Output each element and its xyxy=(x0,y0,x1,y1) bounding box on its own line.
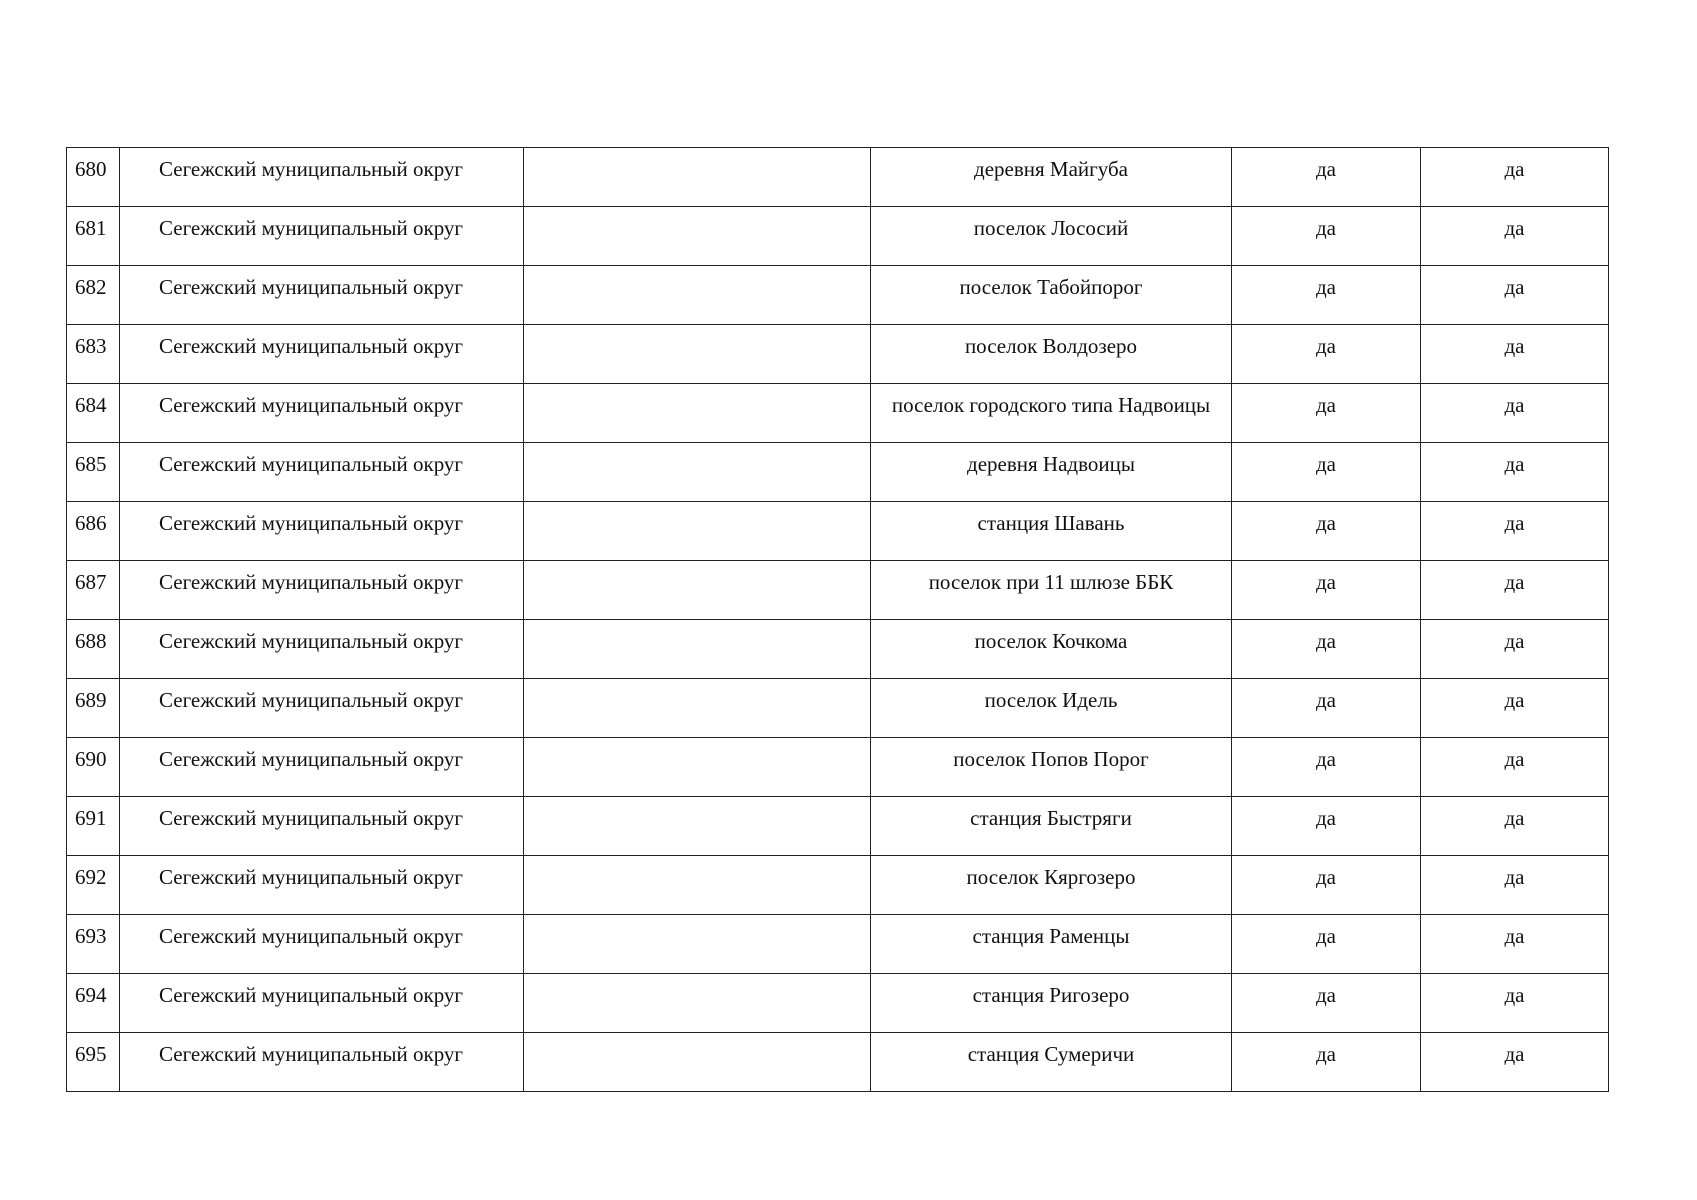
district-cell-text: Сегежский муниципальный округ xyxy=(159,1042,464,1066)
flag-cell-1-text: да xyxy=(1315,157,1336,181)
district-cell-text: Сегежский муниципальный округ xyxy=(159,688,464,712)
settlement-cell-text: поселок городского типа Надвоицы xyxy=(891,393,1211,417)
table-row xyxy=(67,443,1609,502)
flag-cell-2-text: да xyxy=(1504,924,1525,948)
row-number-cell xyxy=(67,148,120,207)
flag-cell-1-text: да xyxy=(1315,983,1336,1007)
settlement-area-cell-text xyxy=(524,738,870,747)
settlement-cell-text: деревня Надвоицы xyxy=(967,452,1135,476)
district-cell xyxy=(120,679,524,738)
district-cell xyxy=(120,502,524,561)
table-row xyxy=(67,1033,1609,1092)
district-cell-text: Сегежский муниципальный округ xyxy=(159,275,464,299)
row-number-cell xyxy=(67,738,120,797)
flag-cell-2 xyxy=(1421,561,1609,620)
flag-cell-2-text: да xyxy=(1504,570,1525,594)
district-cell xyxy=(120,148,524,207)
district-cell-text: Сегежский муниципальный округ xyxy=(159,511,464,535)
settlement-cell xyxy=(871,561,1232,620)
settlement-area-cell-text xyxy=(524,266,870,275)
flag-cell-1-text: да xyxy=(1315,688,1336,712)
settlements-table xyxy=(66,147,1609,1092)
row-number-cell xyxy=(67,797,120,856)
flag-cell-1 xyxy=(1232,561,1421,620)
settlement-cell xyxy=(871,325,1232,384)
flag-cell-1-text: да xyxy=(1315,275,1336,299)
settlement-area-cell xyxy=(524,502,871,561)
settlement-area-cell xyxy=(524,561,871,620)
table-row xyxy=(67,561,1609,620)
district-cell-text: Сегежский муниципальный округ xyxy=(159,806,464,830)
settlement-area-cell xyxy=(524,974,871,1033)
flag-cell-1-text: да xyxy=(1315,629,1336,653)
row-number-cell-text: 690 xyxy=(75,747,107,771)
settlement-cell xyxy=(871,207,1232,266)
flag-cell-2-text: да xyxy=(1504,393,1525,417)
settlement-area-cell xyxy=(524,148,871,207)
flag-cell-1 xyxy=(1232,266,1421,325)
flag-cell-2 xyxy=(1421,620,1609,679)
table-row xyxy=(67,502,1609,561)
flag-cell-2-text: да xyxy=(1504,688,1525,712)
settlement-area-cell xyxy=(524,679,871,738)
settlement-cell xyxy=(871,1033,1232,1092)
row-number-cell xyxy=(67,443,120,502)
flag-cell-2 xyxy=(1421,502,1609,561)
settlement-area-cell xyxy=(524,443,871,502)
flag-cell-2 xyxy=(1421,974,1609,1033)
row-number-cell-text: 694 xyxy=(75,983,107,1007)
row-number-cell xyxy=(67,325,120,384)
district-cell-text: Сегежский муниципальный округ xyxy=(159,629,464,653)
flag-cell-1 xyxy=(1232,797,1421,856)
settlement-area-cell-text xyxy=(524,797,870,806)
flag-cell-1 xyxy=(1232,207,1421,266)
settlement-area-cell xyxy=(524,915,871,974)
district-cell-text: Сегежский муниципальный округ xyxy=(159,157,464,181)
flag-cell-2-text: да xyxy=(1504,1042,1525,1066)
settlement-area-cell-text xyxy=(524,502,870,511)
settlement-cell xyxy=(871,502,1232,561)
row-number-cell xyxy=(67,266,120,325)
flag-cell-2 xyxy=(1421,679,1609,738)
settlement-cell-text: поселок Кочкома xyxy=(974,629,1128,653)
flag-cell-1 xyxy=(1232,325,1421,384)
flag-cell-2 xyxy=(1421,915,1609,974)
settlement-cell xyxy=(871,974,1232,1033)
settlement-cell xyxy=(871,856,1232,915)
flag-cell-1-text: да xyxy=(1315,216,1336,240)
table-row xyxy=(67,266,1609,325)
settlement-cell-text: поселок при 11 шлюзе ББК xyxy=(928,570,1174,594)
row-number-cell xyxy=(67,856,120,915)
flag-cell-1 xyxy=(1232,502,1421,561)
flag-cell-1-text: да xyxy=(1315,806,1336,830)
flag-cell-2-text: да xyxy=(1504,983,1525,1007)
flag-cell-2 xyxy=(1421,443,1609,502)
table-body xyxy=(67,148,1609,1092)
district-cell xyxy=(120,856,524,915)
row-number-cell-text: 686 xyxy=(75,511,107,535)
flag-cell-1 xyxy=(1232,148,1421,207)
flag-cell-2-text: да xyxy=(1504,747,1525,771)
district-cell-text: Сегежский муниципальный округ xyxy=(159,983,464,1007)
settlement-area-cell-text xyxy=(524,974,870,983)
flag-cell-2 xyxy=(1421,856,1609,915)
flag-cell-1 xyxy=(1232,738,1421,797)
settlement-cell-text: деревня Майгуба xyxy=(974,157,1128,181)
settlement-area-cell xyxy=(524,738,871,797)
row-number-cell-text: 683 xyxy=(75,334,107,358)
settlement-cell xyxy=(871,266,1232,325)
settlement-area-cell xyxy=(524,384,871,443)
settlement-area-cell-text xyxy=(524,915,870,924)
flag-cell-1-text: да xyxy=(1315,393,1336,417)
flag-cell-2 xyxy=(1421,325,1609,384)
flag-cell-2-text: да xyxy=(1504,157,1525,181)
row-number-cell-text: 681 xyxy=(75,216,107,240)
flag-cell-1-text: да xyxy=(1315,1042,1336,1066)
flag-cell-1-text: да xyxy=(1315,452,1336,476)
row-number-cell xyxy=(67,561,120,620)
flag-cell-2-text: да xyxy=(1504,865,1525,889)
settlement-cell-text: станция Быстряги xyxy=(970,806,1132,830)
flag-cell-2-text: да xyxy=(1504,511,1525,535)
flag-cell-1-text: да xyxy=(1315,511,1336,535)
row-number-cell-text: 693 xyxy=(75,924,107,948)
district-cell xyxy=(120,443,524,502)
flag-cell-1 xyxy=(1232,384,1421,443)
settlement-area-cell xyxy=(524,266,871,325)
district-cell xyxy=(120,915,524,974)
settlement-area-cell xyxy=(524,1033,871,1092)
settlement-area-cell-text xyxy=(524,384,870,393)
flag-cell-2 xyxy=(1421,266,1609,325)
flag-cell-2 xyxy=(1421,148,1609,207)
flag-cell-1 xyxy=(1232,620,1421,679)
flag-cell-2-text: да xyxy=(1504,275,1525,299)
district-cell xyxy=(120,974,524,1033)
row-number-cell-text: 684 xyxy=(75,393,107,417)
settlement-cell-text: станция Сумеричи xyxy=(967,1042,1135,1066)
flag-cell-2-text: да xyxy=(1504,806,1525,830)
settlement-area-cell-text xyxy=(524,325,870,334)
table-row xyxy=(67,738,1609,797)
table-row xyxy=(67,974,1609,1033)
row-number-cell-text: 682 xyxy=(75,275,107,299)
district-cell xyxy=(120,384,524,443)
flag-cell-1-text: да xyxy=(1315,334,1336,358)
district-cell-text: Сегежский муниципальный округ xyxy=(159,393,464,417)
row-number-cell xyxy=(67,679,120,738)
settlement-cell xyxy=(871,620,1232,679)
row-number-cell-text: 695 xyxy=(75,1042,107,1066)
district-cell-text: Сегежский муниципальный округ xyxy=(159,452,464,476)
settlement-area-cell-text xyxy=(524,1033,870,1042)
settlement-cell xyxy=(871,148,1232,207)
settlement-cell-text: поселок Лососий xyxy=(973,216,1129,240)
settlement-area-cell xyxy=(524,207,871,266)
table-row xyxy=(67,207,1609,266)
row-number-cell xyxy=(67,207,120,266)
settlement-cell xyxy=(871,443,1232,502)
row-number-cell xyxy=(67,502,120,561)
settlement-cell-text: станция Шавань xyxy=(977,511,1125,535)
settlement-area-cell-text xyxy=(524,207,870,216)
row-number-cell-text: 692 xyxy=(75,865,107,889)
settlement-area-cell xyxy=(524,797,871,856)
flag-cell-1 xyxy=(1232,1033,1421,1092)
flag-cell-1-text: да xyxy=(1315,865,1336,889)
settlement-area-cell-text xyxy=(524,148,870,157)
table-row xyxy=(67,856,1609,915)
settlement-cell-text: поселок Кяргозеро xyxy=(966,865,1136,889)
flag-cell-1 xyxy=(1232,679,1421,738)
row-number-cell-text: 688 xyxy=(75,629,107,653)
settlement-area-cell-text xyxy=(524,856,870,865)
flag-cell-1 xyxy=(1232,856,1421,915)
table-row xyxy=(67,679,1609,738)
row-number-cell xyxy=(67,384,120,443)
district-cell-text: Сегежский муниципальный округ xyxy=(159,924,464,948)
row-number-cell xyxy=(67,915,120,974)
settlement-cell xyxy=(871,384,1232,443)
row-number-cell xyxy=(67,620,120,679)
district-cell-text: Сегежский муниципальный округ xyxy=(159,216,464,240)
district-cell xyxy=(120,1033,524,1092)
row-number-cell-text: 680 xyxy=(75,157,107,181)
settlement-area-cell xyxy=(524,620,871,679)
flag-cell-2-text: да xyxy=(1504,334,1525,358)
settlement-cell xyxy=(871,797,1232,856)
district-cell xyxy=(120,738,524,797)
flag-cell-1-text: да xyxy=(1315,924,1336,948)
settlement-area-cell xyxy=(524,325,871,384)
flag-cell-2-text: да xyxy=(1504,216,1525,240)
settlement-cell xyxy=(871,738,1232,797)
settlement-cell xyxy=(871,915,1232,974)
flag-cell-1 xyxy=(1232,974,1421,1033)
row-number-cell-text: 691 xyxy=(75,806,107,830)
table-row xyxy=(67,148,1609,207)
district-cell xyxy=(120,620,524,679)
district-cell-text: Сегежский муниципальный округ xyxy=(159,334,464,358)
flag-cell-1 xyxy=(1232,915,1421,974)
settlement-area-cell-text xyxy=(524,620,870,629)
row-number-cell xyxy=(67,1033,120,1092)
row-number-cell-text: 689 xyxy=(75,688,107,712)
settlement-cell-text: поселок Попов Порог xyxy=(953,747,1149,771)
table-row xyxy=(67,797,1609,856)
row-number-cell-text: 687 xyxy=(75,570,107,594)
settlement-area-cell-text xyxy=(524,443,870,452)
district-cell xyxy=(120,266,524,325)
district-cell-text: Сегежский муниципальный округ xyxy=(159,865,464,889)
district-cell xyxy=(120,561,524,620)
settlement-cell-text: станция Раменцы xyxy=(972,924,1130,948)
flag-cell-2 xyxy=(1421,207,1609,266)
table-row xyxy=(67,915,1609,974)
settlement-cell-text: поселок Табойпорог xyxy=(959,275,1143,299)
table-row xyxy=(67,384,1609,443)
flag-cell-1-text: да xyxy=(1315,747,1336,771)
settlement-cell xyxy=(871,679,1232,738)
flag-cell-2-text: да xyxy=(1504,452,1525,476)
settlement-area-cell-text xyxy=(524,679,870,688)
flag-cell-2 xyxy=(1421,738,1609,797)
district-cell-text: Сегежский муниципальный округ xyxy=(159,570,464,594)
district-cell xyxy=(120,207,524,266)
flag-cell-2 xyxy=(1421,384,1609,443)
district-cell xyxy=(120,325,524,384)
table-row xyxy=(67,620,1609,679)
district-cell-text: Сегежский муниципальный округ xyxy=(159,747,464,771)
flag-cell-2 xyxy=(1421,1033,1609,1092)
row-number-cell xyxy=(67,974,120,1033)
settlement-cell-text: поселок Волдозеро xyxy=(964,334,1138,358)
settlement-area-cell-text xyxy=(524,561,870,570)
flag-cell-1 xyxy=(1232,443,1421,502)
table-row xyxy=(67,325,1609,384)
flag-cell-2-text: да xyxy=(1504,629,1525,653)
row-number-cell-text: 685 xyxy=(75,452,107,476)
settlement-cell-text: станция Ригозеро xyxy=(972,983,1130,1007)
flag-cell-1-text: да xyxy=(1315,570,1336,594)
flag-cell-2 xyxy=(1421,797,1609,856)
district-cell xyxy=(120,797,524,856)
settlement-area-cell xyxy=(524,856,871,915)
settlement-cell-text: поселок Идель xyxy=(984,688,1118,712)
